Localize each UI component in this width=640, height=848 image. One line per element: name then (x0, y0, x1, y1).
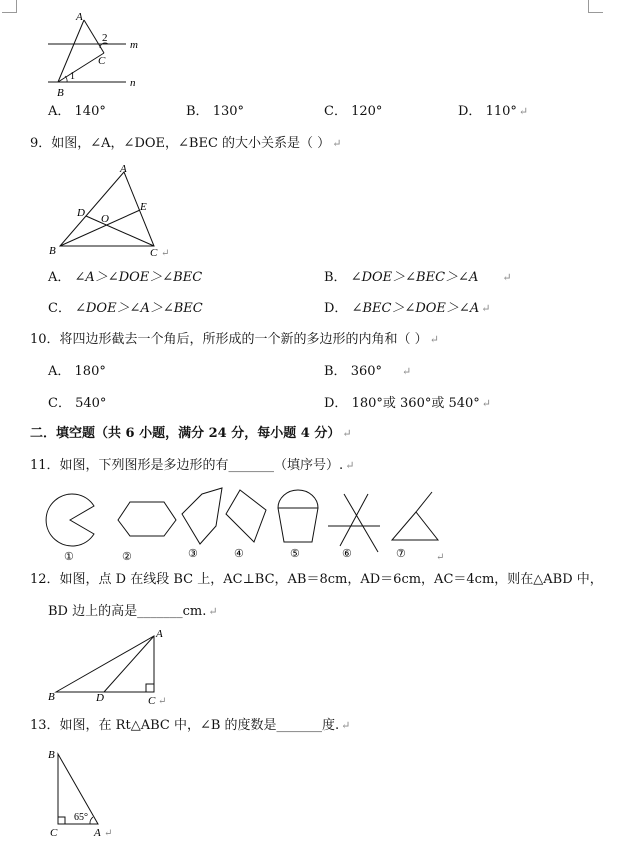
q8-option-c[interactable]: C． 120° (324, 104, 383, 119)
shape-4-concave (226, 490, 266, 542)
q11-shapes (40, 480, 460, 562)
label-n: n (130, 77, 136, 89)
label-m: m (130, 39, 138, 51)
shape-6-line-1 (344, 494, 378, 552)
q10-option-a[interactable]: A． 180° (48, 364, 106, 379)
q10-question: 10．将四边形截去一个角后，所形成的一个新的多边形的内角和（ ） ↵ (30, 332, 439, 347)
label-C: C (150, 247, 158, 259)
right-angle-mark (58, 817, 65, 824)
label-E: E (140, 201, 147, 213)
angle-a-arc (90, 817, 93, 824)
page-corner-mark-right (588, 0, 603, 13)
right-angle-mark (146, 684, 154, 692)
shape-7-triangle (392, 512, 438, 540)
segment-be (60, 210, 140, 246)
label-2: 2 (102, 32, 108, 44)
label-B: B (48, 749, 55, 761)
label-C: C (50, 827, 58, 839)
label-B: B (48, 691, 55, 703)
label-A: A (94, 827, 101, 839)
shape-5-bucket (278, 490, 318, 542)
shape-label-4: ④ (234, 548, 244, 560)
q9-option-b[interactable]: B． ∠DOE＞∠BEC＞∠A ↵ (324, 270, 512, 285)
return-mark: ↵ (104, 828, 113, 839)
shape-1-pacman (46, 494, 94, 546)
shape-label-3: ③ (188, 548, 198, 560)
label-A: A (120, 163, 127, 175)
q13-figure (44, 746, 124, 842)
shape-label-7: ⑦ (396, 548, 406, 560)
shape-label-1: ① (64, 551, 74, 562)
q8-option-a[interactable]: A． 140° (48, 104, 106, 119)
section-heading: 二．填空题（共 6 小题，满分 24 分，每小题 4 分） ↵ (30, 426, 352, 441)
label-B: B (57, 87, 64, 99)
q12-question-line2: BD 边上的高是_______cm. ↵ (48, 604, 218, 619)
label-D: D (96, 692, 104, 704)
label-B: B (49, 245, 56, 257)
return-mark: ↵ (161, 248, 170, 259)
q10-option-d[interactable]: D． 180°或 360°或 540° ↵ (324, 396, 492, 411)
q12-question: 12．如图，点 D 在线段 BC 上，AC⊥BC，AB＝8cm，AD＝6cm，AC＝4cm，则在△ABD 中， (30, 572, 603, 587)
q10-option-c[interactable]: C． 540° (48, 396, 107, 411)
shape-label-2: ② (122, 551, 132, 562)
shape-2-stadium (118, 502, 176, 536)
shape-7-extension (416, 492, 432, 512)
q13-question: 13．如图，在 Rt△ABC 中，∠B 的度数是_______度. ↵ (30, 718, 351, 733)
triangle-abc (56, 636, 154, 692)
label-O: O (101, 213, 109, 225)
label-D: D (77, 207, 85, 219)
label-C: C (148, 695, 156, 706)
q9-option-c[interactable]: C． ∠DOE＞∠A＞∠BEC (48, 301, 203, 316)
q9-figure (44, 160, 174, 260)
q11-question: 11．如图，下列图形是多边形的有_______（填序号）. ↵ (30, 458, 355, 473)
shape-label-6: ⑥ (342, 548, 352, 560)
angle-value: 65° (74, 812, 88, 823)
label-A: A (156, 628, 163, 640)
q9-option-d[interactable]: D． ∠BEC＞∠DOE＞∠A ↵ (324, 301, 491, 316)
q9-question: 9．如图，∠A，∠DOE，∠BEC 的大小关系是（ ） ↵ (30, 136, 342, 151)
q8-option-d[interactable]: D． 110° ↵ (458, 104, 529, 119)
segment-ac (84, 20, 104, 53)
q12-figure (44, 626, 184, 706)
shape-label-5: ⑤ (290, 548, 300, 560)
return-mark: ↵ (436, 552, 445, 562)
return-mark: ↵ (158, 696, 167, 706)
label-C: C (98, 55, 106, 67)
shape-3-pentagon (182, 488, 222, 544)
page-corner-mark-left (2, 0, 17, 13)
label-1: 1 (70, 71, 75, 82)
q8-figure (40, 8, 160, 100)
shape-6-line-2 (340, 494, 368, 546)
q10-option-b[interactable]: B． 360° ↵ (324, 364, 412, 379)
label-A: A (76, 11, 83, 23)
q9-option-a[interactable]: A． ∠A＞∠DOE＞∠BEC (48, 270, 203, 285)
q8-option-b[interactable]: B． 130° (186, 104, 245, 119)
